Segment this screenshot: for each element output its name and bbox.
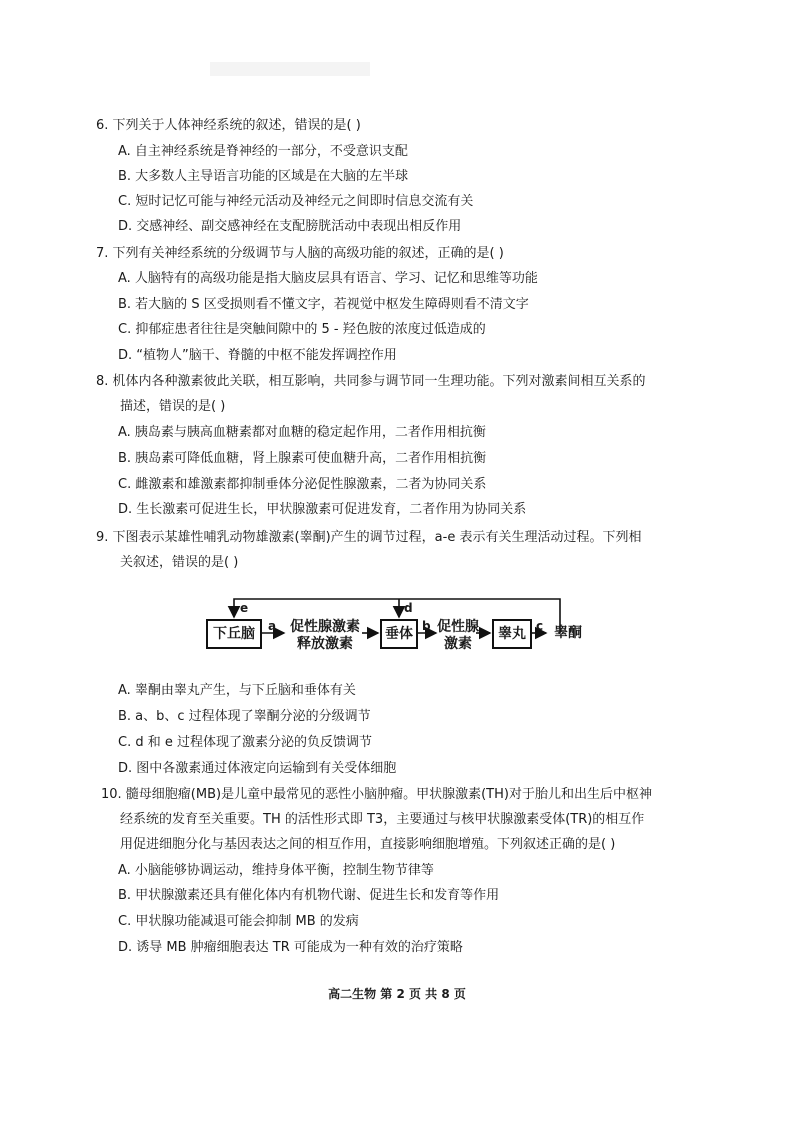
question-10-option-b[interactable]: B. 甲状腺激素还具有催化体内有机物代谢、促进生长和发育等作用 bbox=[118, 888, 500, 903]
question-7-option-b[interactable]: B. 若大脑的 S 区受损则看不懂文字，若视觉中枢发生障碍则看不清文字 bbox=[118, 297, 529, 312]
question-9-option-d[interactable]: D. 图中各激素通过体液定向运输到有关受体细胞 bbox=[118, 761, 397, 776]
question-10-stem-line1: 10. 髓母细胞瘤(MB)是儿童中最常见的恶性小脑肿瘤。甲状腺激素(TH)对于胎儿和出生后中枢神 bbox=[101, 787, 652, 802]
question-10-stem-line2: 经系统的发育至关重要。TH 的活性形式即 T3，主要通过与核甲状腺激素受体(TR)的相互作 bbox=[120, 812, 645, 827]
grh-label-line2: 释放激素 bbox=[297, 636, 353, 652]
pituitary-box: 垂体 bbox=[380, 619, 418, 649]
question-8-stem-line2: 描述，错误的是( ) bbox=[120, 399, 226, 414]
question-10-stem-line3: 用促进细胞分化与基因表达之间的相互作用，直接影响细胞增殖。下列叙述正确的是( ) bbox=[120, 837, 616, 852]
testis-box: 睾丸 bbox=[492, 619, 532, 649]
label-c: c bbox=[536, 619, 544, 633]
grh-label-line1: 促性腺激素 bbox=[290, 619, 360, 635]
question-9-option-a[interactable]: A. 睾酮由睾丸产生，与下丘脑和垂体有关 bbox=[118, 683, 356, 698]
question-6-option-b[interactable]: B. 大多数人主导语言功能的区域是在大脑的左半球 bbox=[118, 169, 409, 184]
label-d: d bbox=[404, 601, 413, 615]
question-9-stem-line2: 关叙述，错误的是( ) bbox=[120, 555, 239, 570]
question-7-option-d[interactable]: D. “植物人”脑干、脊髓的中枢不能发挥调控作用 bbox=[118, 348, 397, 363]
question-7-option-c[interactable]: C. 抑郁症患者往往是突触间隙中的 5 - 羟色胺的浓度过低造成的 bbox=[118, 322, 486, 337]
gn-label-line2: 激素 bbox=[444, 636, 472, 652]
hormone-regulation-diagram bbox=[200, 595, 600, 665]
question-6-stem: 6. 下列关于人体神经系统的叙述，错误的是( ) bbox=[96, 118, 361, 133]
gn-label-line1: 促性腺 bbox=[437, 619, 479, 635]
question-9-option-b[interactable]: B. a、b、c 过程体现了睾酮分泌的分级调节 bbox=[118, 709, 371, 724]
question-6-option-a[interactable]: A. 自主神经系统是脊神经的一部分，不受意识支配 bbox=[118, 144, 408, 159]
question-8-stem-line1: 8. 机体内各种激素彼此关联，相互影响，共同参与调节同一生理功能。下列对激素间相互关系的 bbox=[96, 374, 646, 389]
label-e: e bbox=[240, 601, 249, 615]
question-8-option-b[interactable]: B. 胰岛素可降低血糖，肾上腺素可使血糖升高，二者作用相抗衡 bbox=[118, 451, 487, 466]
question-9-stem-line1: 9. 下图表示某雄性哺乳动物雄激素(睾酮)产生的调节过程，a-e 表示有关生理活动过程。下列相 bbox=[96, 530, 642, 545]
question-8-option-a[interactable]: A. 胰岛素与胰高血糖素都对血糖的稳定起作用，二者作用相抗衡 bbox=[118, 425, 486, 440]
scan-shade bbox=[210, 62, 370, 76]
question-10-option-a[interactable]: A. 小脑能够协调运动，维持身体平衡，控制生物节律等 bbox=[118, 863, 434, 878]
question-8-option-c[interactable]: C. 雌激素和雄激素都抑制垂体分泌促性腺激素，二者为协同关系 bbox=[118, 477, 487, 492]
page-footer: 高二生物 第 2 页 共 8 页 bbox=[328, 987, 466, 1001]
question-6-option-c[interactable]: C. 短时记忆可能与神经元活动及神经元之间即时信息交流有关 bbox=[118, 194, 474, 209]
question-10-option-d[interactable]: D. 诱导 MB 肿瘤细胞表达 TR 可能成为一种有效的治疗策略 bbox=[118, 940, 463, 955]
hypothalamus-box: 下丘脑 bbox=[206, 619, 262, 649]
testosterone-label: 睾酮 bbox=[554, 625, 582, 641]
question-10-option-c[interactable]: C. 甲状腺功能减退可能会抑制 MB 的发病 bbox=[118, 914, 359, 929]
question-7-stem: 7. 下列有关神经系统的分级调节与人脑的高级功能的叙述，正确的是( ) bbox=[96, 246, 504, 261]
question-6-option-d[interactable]: D. 交感神经、副交感神经在支配膀胱活动中表现出相反作用 bbox=[118, 219, 462, 234]
question-9-option-c[interactable]: C. d 和 e 过程体现了激素分泌的负反馈调节 bbox=[118, 735, 372, 750]
question-7-option-a[interactable]: A. 人脑特有的高级功能是指大脑皮层具有语言、学习、记忆和思维等功能 bbox=[118, 271, 538, 286]
label-a: a bbox=[268, 619, 277, 633]
label-b: b bbox=[422, 619, 431, 633]
question-8-option-d[interactable]: D. 生长激素可促进生长，甲状腺激素可促进发育，二者作用为协同关系 bbox=[118, 502, 527, 517]
